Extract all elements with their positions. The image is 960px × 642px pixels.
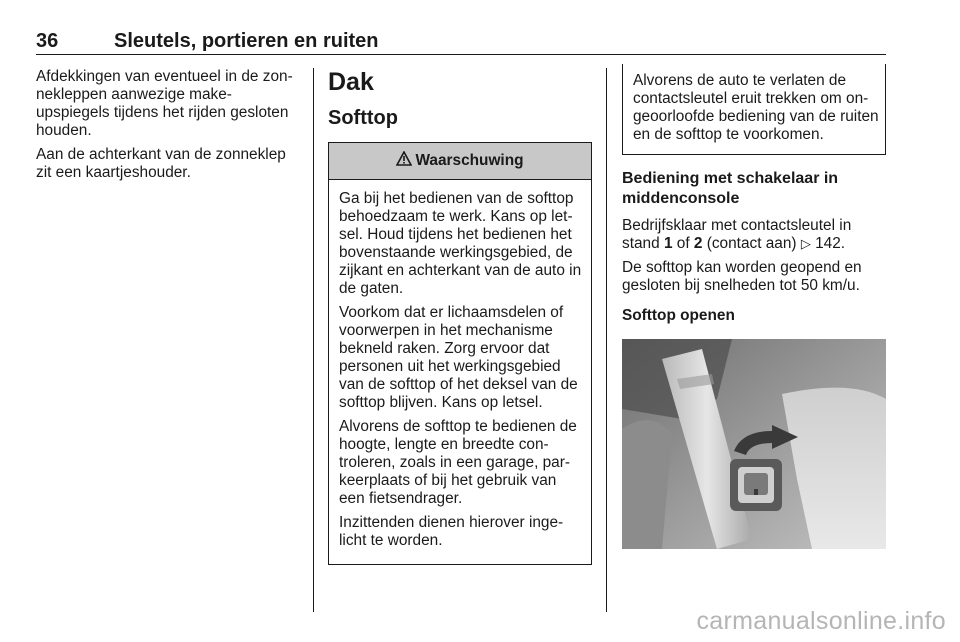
bold-position-1: 1 — [663, 235, 673, 252]
page-reference[interactable]: 142. — [810, 235, 846, 252]
watermark: carmanualsonline.info — [696, 607, 946, 635]
section-heading-dak: Dak — [328, 68, 374, 96]
note-text: Alvorens de auto te verlaten de contactsleutel eruit trekken om ongeoorloofde bediening van de ruiten en de softtop te voorkomen. — [633, 72, 879, 143]
warning-triangle-icon — [396, 151, 412, 171]
warning-header — [329, 142, 591, 180]
heading-console-switch: Bediening met schakelaar in middenconsole — [622, 170, 839, 207]
bold-position-2: 2 — [693, 235, 703, 252]
column-2 — [328, 68, 592, 565]
paragraph-ignition — [622, 217, 886, 253]
console-switch-photo — [622, 339, 886, 549]
subsection-heading-softtop: Softtop — [328, 107, 398, 129]
header-rule — [36, 54, 886, 55]
page-header — [36, 30, 886, 54]
column-divider-1 — [313, 68, 314, 612]
page-number: 36 — [36, 30, 59, 52]
warning-triangle-svg — [396, 151, 412, 166]
warning-paragraph-3: Alvorens de softtop te bedienen de hoogte, lengte en breedte controleren, zoals in een garage, parkeerplaats of bij het gebruik van een fietsendrager. — [339, 418, 577, 507]
heading-softtop-openen: Softtop openen — [622, 307, 735, 324]
paragraph-speed: De softtop kan worden geopend en gesloten bij snelheden tot 50 km/u. — [622, 259, 862, 294]
note-box — [622, 64, 886, 155]
text-segment: (contact aan) — [702, 235, 801, 252]
text-segment: of — [672, 235, 694, 252]
warning-paragraph-1: Ga bij het bedienen van de softtop behoedzaam te werk. Kans op letsel. Houd tijdens het bedienen het bovenstaande werkingsgebied, de zijkant en achterkant van de auto in de gaten. — [339, 190, 582, 297]
warning-title: Waarschuwing — [415, 152, 524, 169]
text-segment: Bedrijfsklaar met contactsleutel in stand — [622, 217, 852, 252]
column-1 — [36, 68, 298, 188]
column-divider-2 — [606, 68, 607, 612]
paragraph-makeup-mirrors: Afdekkingen van eventueel in de zonnekleppen aanwezige make-upspiegels tijdens het rijden gesloten houden. — [36, 68, 293, 139]
column-3 — [622, 64, 886, 549]
page-reference-arrow-icon: ▷ — [800, 236, 811, 251]
warning-paragraph-4: Inzittenden dienen hierover ingelicht te worden. — [339, 514, 564, 549]
warning-body — [329, 180, 591, 564]
paragraph-card-holder: Aan de achterkant van de zonneklep zit een kaartjeshouder. — [36, 146, 286, 181]
running-title: Sleutels, portieren en ruiten — [114, 30, 379, 52]
warning-paragraph-2: Voorkom dat er lichaamsdelen of voorwerpen in het mechanisme bekneld raken. Zorg ervoor dat personen uit het werkingsgebied van de softtop of het deksel van de softtop blijven. Kans op letsel. — [339, 304, 578, 411]
warning-box — [328, 142, 592, 565]
